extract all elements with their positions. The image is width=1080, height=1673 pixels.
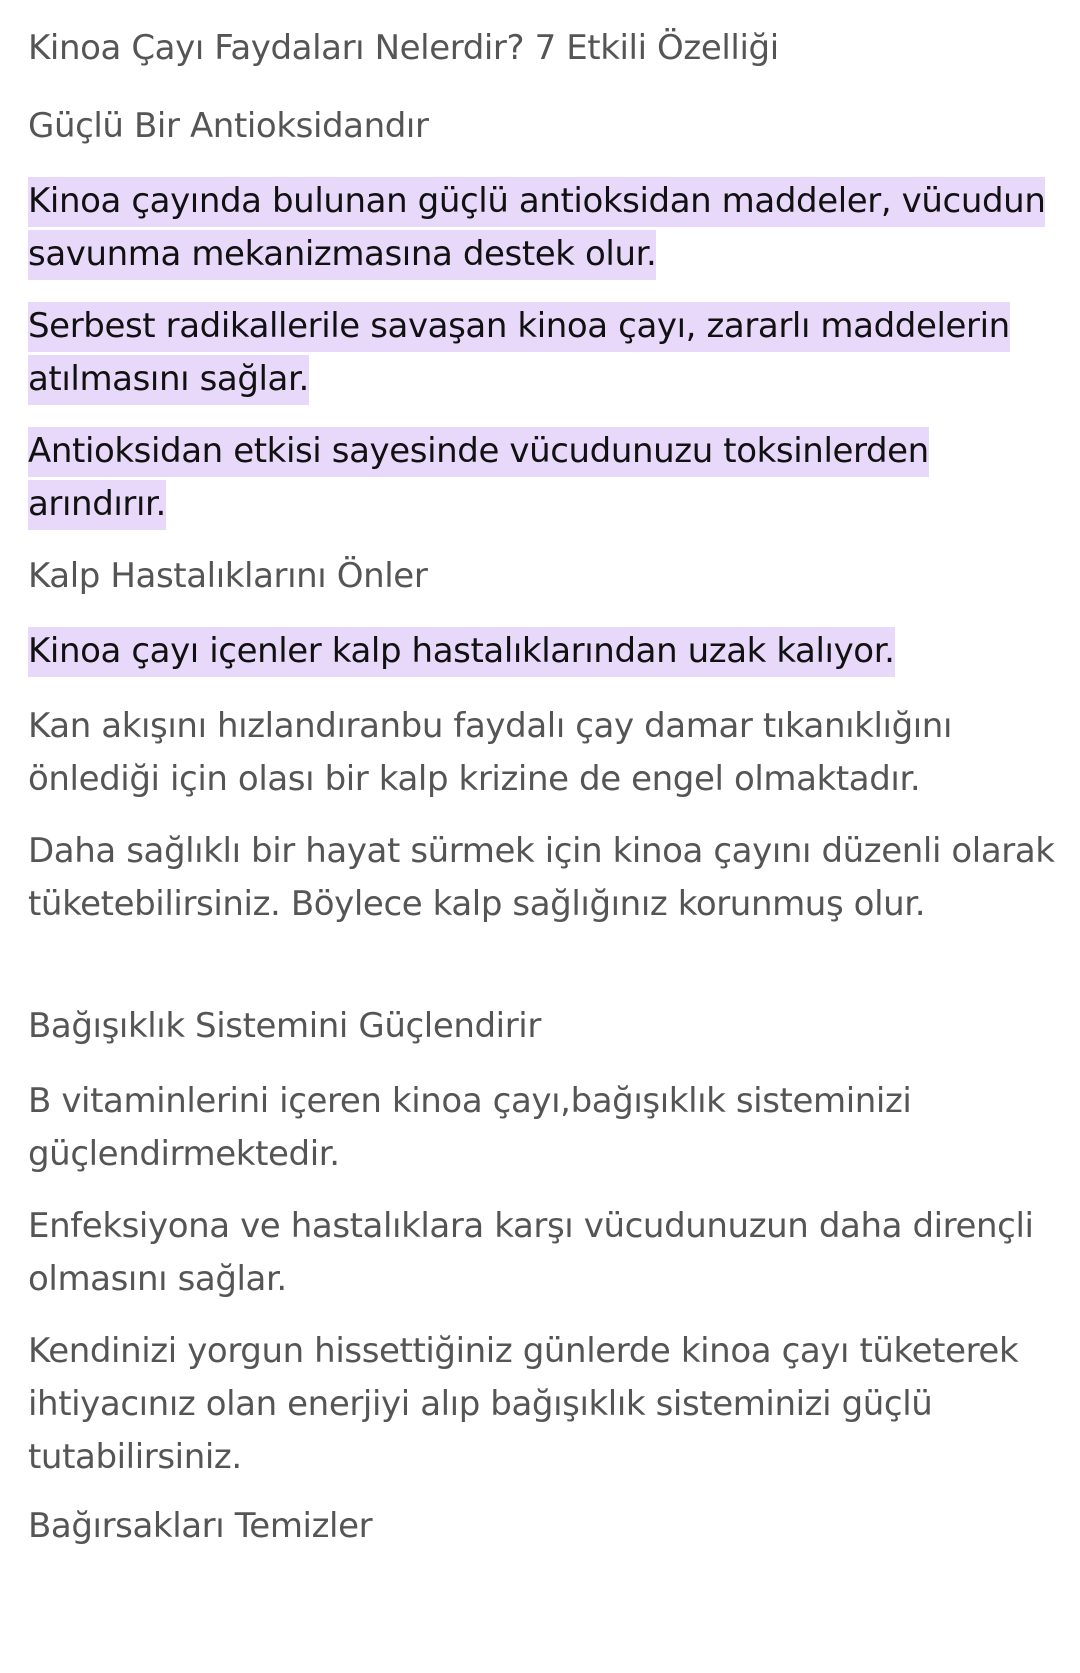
body-paragraph: Kendinizi yorgun hissettiğiniz günlerde kinoa çayı tüketerek ihtiyacınız olan enerjiyi alıp bağışıklık sisteminizi güçlü tutabilirsiniz. <box>28 1331 1019 1477</box>
highlight-mark: Serbest radikallerile savaşan kinoa çayı, zararlı maddelerin atılmasını sağlar. <box>28 302 1010 405</box>
highlight-mark: Kinoa çayı içenler kalp hastalıklarından uzak kalıyor. <box>28 627 895 677</box>
highlight-mark: Kinoa çayında bulunan güçlü antioksidan maddeler, vücudun savunma mekanizmasına destek olur. <box>28 177 1045 280</box>
section-heading-intestines: Bağırsakları Temizler <box>28 1506 373 1546</box>
section-heading-heart: Kalp Hastalıklarını Önler <box>28 556 428 596</box>
section-heading-immunity: Bağışıklık Sistemini Güçlendirir <box>28 1006 541 1046</box>
highlighted-paragraph <box>28 425 1058 531</box>
section-heading-antioxidant: Güçlü Bir Antioksidandır <box>28 106 429 146</box>
highlighted-paragraph <box>28 175 1058 281</box>
highlighted-paragraph <box>28 300 1058 406</box>
highlight-mark: Antioksidan etkisi sayesinde vücudunuzu toksinlerden arındırır. <box>28 427 929 530</box>
body-paragraph: Enfeksiyona ve hastalıklara karşı vücudunuzun daha dirençli olmasını sağlar. <box>28 1206 1034 1299</box>
highlighted-paragraph <box>28 625 1058 678</box>
body-paragraph: Kan akışını hızlandıranbu faydalı çay damar tıkanıklığını önlediği için olası bir kalp krizine de engel olmaktadır. <box>28 706 952 799</box>
body-paragraph: B vitaminlerini içeren kinoa çayı,bağışıklık sisteminizi güçlendirmektedir. <box>28 1081 912 1174</box>
body-paragraph: Daha sağlıklı bir hayat sürmek için kinoa çayını düzenli olarak tüketebilirsiniz. Böylece kalp sağlığınız korunmuş olur. <box>28 831 1055 924</box>
article-title: Kinoa Çayı Faydaları Nelerdir? 7 Etkili Özelliği <box>28 28 779 68</box>
